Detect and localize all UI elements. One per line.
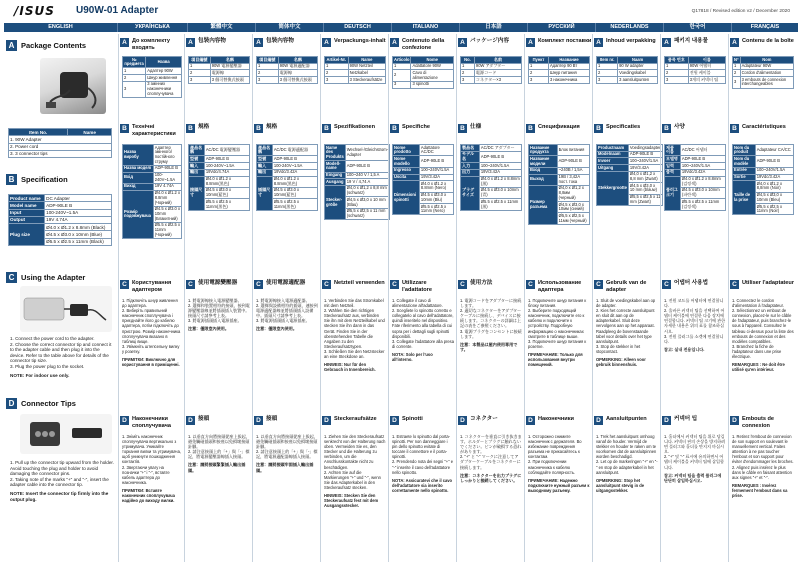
page-header [0,0,802,22]
tw-tip-steps: 1. 以垂直方向將接頭從座上拔起，避免觸碰插頭和接座以免損壞接頭針腳。 2. 請注意接頭上的「+」與「-」標記，將電源變壓器線插入接頭。 注意：請將接頭緊緊插入輸出插頭。 [188,434,250,473]
it-spec-table: Nome prodotto Adattatore AC/DC Nome modello ADP-90LE B Ingresso 100~240V/1.5A Uscita 19V/3.42A Dimensioni spinotti Ø4.0 x Ø1.2 x 8.8mm (Nero) Ø4.5 x Ø3.0 x 10mm (Blu) Ø5.5 x Ø2.5 x 11mm (Nero) [392,144,454,215]
lang-simplified-chinese: 简体中文 [256,23,324,32]
kr-section-a: A 패키지 내용물 [662,38,728,47]
en-section-d: D Connector Tips [6,398,76,409]
adapter-usage-image [20,286,112,332]
tw-section-c: C 使用電源變壓器 [186,280,252,289]
fr-section-b: B Caractéristiques [730,124,796,133]
ru-package-table: Пункт Название 1 Адаптер 90 Вт 2 Шнур питания 3 3 наконечника [528,56,590,84]
lang-german: DEUTSCH [324,23,392,32]
section-title: Package Contents [21,41,87,50]
nl-usage-steps: 1. Sluit de voedingskabel aan op de adapter. 2. Kies het correcte aansluitpunt en sluit dit aan op de adapterkabel. Sluit deze vervolgens aan op het apparaat. Raadpleeg de bovenstaande tabel voor details over het type aansluitpunt. 3. Stop de stekker in het stopcontact. OPMERKING: Alleen voor gebruik binnenshuis. [596,298,656,368]
ru-tip-steps: 1. Осторожно снимите наконечник с держателя. Во избежание повреждения разъема не прикасайтесь к контактам. 2. При подключении наконечника к кабелю соблюдайте полярность. ПРИМЕЧАНИЕ: Надежно подключите нужный разъем к выходному разъему. [528,434,590,493]
it-section-c: C Utilizzare l'adattatore [390,280,456,293]
lang-korean: 한국어 [664,23,732,32]
fr-package-table: N° Nom 1 Adaptateur 90W 2 Cordon d'alimentation 3 3 embouts de connexion interchangeables [732,56,794,89]
lang-english: ENGLISH [4,23,118,32]
it-usage-steps: 1. Collegate il cavo di alimentazione all'adattatore. 2. Scegliete lo spinotto corretto e collegatelo al cavo dell'adattatore, quindi inseritelo nel dispositivo. Fate riferimento alla tabella di cui sopra per i dettagli sugli spinotti disponibili. 3. Collegate l'adattatore alla presa di corrente. NOTA: Solo per l'uso all'interno. [392,298,454,363]
ru-spec-table: Название продукта Блок питания Название модели ADP-90LE B Вход ~240В / 1,5А Выход 19В / 3,42А пост. тока Размер разъема Ø4,0 x Ø1,2 x 8,8мм (черный) Ø4,5 x Ø3,0 x 10мм (синий) Ø5,5 x Ø2,5 x 11мм (черный) [528,144,590,225]
fr-spec-table: Nom du produit Adaptateur CA/CC Nom du modèle ADP-90LE B Entrée 100~240V/1.5A Sortie 19Vdc/3.42A Taille de la prise Ø4,0 x Ø1,2 x 8,8mm (Noir) Ø4,5 x Ø3,0 x 10mm (Bleu) Ø5,5 x Ø2,5 x 11mm (Noir) [732,144,794,215]
cn-usage-steps: 1. 將電源線接入電源適配器。 2. 選擇與設備相符的插頭，連接到電源適配器線並將插頭插入設備中。插頭尺寸請參考上表。 3. 將電源插頭插入電源插座。 注意：僅限室內使用。 [256,298,318,332]
cn-section-b: B 規格 [254,124,320,133]
it-package-table: Articolo Nome 1 Adattatore 90W 2 Cavo di alimentazione 3 3 spinotti [392,56,454,89]
ua-section-d: D Наконечники споплучувача [120,416,184,429]
nl-section-a: A Inhoud verpakking [594,38,660,47]
de-tip-steps: 1. Ziehen Sie den Steckeraufsatz senkrecht von der Halterung nach oben. Vermeiden Sie es, den Stecker und die Halterung zu verbinden, um die Anschlusskontakte nicht zu beschädigen. 2. Achten Sie auf die Markierungen "+" und "-", wenn Sie das Adapterkabel in den Steckeraufsatz stecken. HINWEIS: Stecken Sie den Steckeraufsatz fest mit dem Ausgangsstecker. [324,434,386,509]
ua-section-a: A До комплекту входять [120,38,184,51]
ua-section-c: C Користування адаптером [120,280,184,293]
jp-section-a: A パッケージ内容 [458,38,524,47]
cn-tip-steps: 1. 以垂直方向將接頭從座上拔起，避免觸碰插頭和接座以免損壞接頭針腳。 2. 請注意接頭上的「+」與「-」標記，將電源適配器線插入接頭。 注意：請將接頭牢固插入輸出插頭。 [256,434,318,473]
tw-spec-table: 產品名稱 AC/DC 電源變壓器 型號 ADP-90LE B 輸入 100-240V~1.5A 輸出 19Vdc/4.74A 接頭尺寸 Ø4.0 x Ø1.2 x 8.8mm(黑色) Ø4.5 x Ø3.0 x 10mm(藍色) Ø5.5 x Ø2.5 x 11mm(黑色) [188,144,250,211]
it-section-d: D Spinotti [390,416,456,425]
lang-ukrainian: УКРАЇНСЬКА [118,23,188,32]
en-section-b: B Specification [6,174,68,185]
lang-russian: РУССКИЙ [528,23,596,32]
kr-usage-steps: 1. 전원 코드를 어댑터에 연결합니다. 2. 올바른 커넥터 팁을 선택하여 어댑터 케이블에 연결한 다음 장치에 연결합니다. 커넥터 팁 크기에 관한 자세한 내용은 위의 표를 참조하십시오. 3. 전원 플러그를 소켓에 연결합니다. 참고: 실내 전용입니다. [664,298,726,352]
lang-french: FRANÇAIS [750,24,780,30]
fr-section-a: A Contenu de la boîte [730,38,796,47]
it-section-b: B Specifiche [390,124,456,133]
lang-dutch: NEDERLANDS [596,23,664,32]
fr-usage-steps: 1. Connectez le cordon d'alimentation à l'adaptateur. 2. Sélectionnez un embout de connexion, placez-le sur le câble de l'adaptateur, puis branchez-le sous à l'appareil. Consultez le tableau ci-dessus pour la liste des embouts de connexion et des modèles compatibles. 3. Branchez la fiche de l'adaptateur dans une prise électrique. REMARQUES : Ne doit être utilisé qu'en intérieur. [732,298,794,373]
de-usage-steps: 1. Verbinden Sie das Stromkabel mit dem Netzteil. 2. Wählen Sie den richtigen Steckeraufsatz aus, verbinden Sie ihn mit dem Netzteilkabel und stecken Sie ihn dann in das Gerät. Finden Sie in der obenstehenden Tabelle die Angaben zu den Steckeraufsatztypen. 3. Schließen Sie den Netzstecker an eine Steckdose an. HINWEIS: Nur für den Gebrauch in Innenbereich. [324,298,385,373]
cn-section-d: D 接頭 [254,416,320,425]
jp-package-table: No. 名前 1 90W アダプター 2 電源コード 3 コネクター×3 [460,56,522,84]
de-package-table: Artikel-Nr. Name 1 90W Netzteil 2 Netzkabel 3 3 Steckeraufsätze [324,56,386,84]
ru-section-d: D Наконечники [526,416,592,425]
ua-usage-steps: 1. Підключіть шнур живлення до адаптера. 2. Виберіть правильний наконечник споплучувача і приєднайте його до кабелю адаптера, потім підключіть до пристрою. Розмір наконечника споплучувача вказано в таблиці вище. 3. Увімкніть штепсельну вилку у розетку. ПРИМІТКИ: Виключно для користування в приміщенні. [122,298,181,368]
document-title: U90W-01 Adapter [76,5,159,16]
language-bar [4,23,798,32]
fr-section-d: D Embouts de connexion [730,416,796,429]
connector-tips-image [20,414,112,454]
kr-section-d: D 커넥터 팁 [662,416,728,425]
it-section-a: A Contenuto della confezione [390,38,456,51]
jp-tip-steps: 1. コネクターを垂直に引き抜きます。ホルダーとプラグに触れないでください。ピンが破損する恐れがあります。 2. "+" と "-" マークに注意してアダプターケーブルをコネクターに接続します。 注意：コネクターを出力プラグにしっかりと接続してください。 [460,434,522,483]
ua-spec-table: Назва виробу Адаптер змінного/постійного струму Назва моделі ADP-90LE B Вхід 100-240V~1.5A Вихід 19V 4.74A Розмір подовжувача Ø4.0 x Ø1.2 x 8.8mm (Чорний) Ø4.5 x Ø3.0 x 10mm (Блакитний) Ø5.5 x Ø2.5 x 11mm (Чорний) [124,144,180,237]
de-section-d: D Steckeraufsätze [322,416,388,425]
ru-section-c: C Использование адаптера [526,280,592,293]
kr-spec-table: 제품 이름 AC/DC 어댑터 모델명 ADP-90LE B 입력 100~240V/1.5A 출력 19Vdc/3.42A 플러그 크기 Ø4.0 x Ø1.2 x 8.8mm (검정색) Ø4.5 x Ø3.0 x 10mm (파란색) Ø5.5 x Ø2.5 x 11mm (검정색) [664,144,726,211]
de-section-a: A Verpackungs-inhalt [322,38,388,47]
tw-section-a: A 包裝內容物 [186,38,252,47]
cn-section-a: A 包裝內容物 [254,38,320,47]
adapter-package-image [40,58,106,114]
kr-section-b: B 사양 [662,124,728,133]
nl-tip-steps: 1. Trek het aansluitpunt omhoog vanaf de houder. Vermijd de stekker en houder te raken om te voorkomen dat de aansluitpinnen worden beschadigd. 2. Let op de markeringen "+" en "-" en stop de adapterkabel in het aansluitpunt. OPMERKING: Stop het aansluitpunt stevig in de uitgangsstekker. [596,434,658,493]
it-tip-steps: 1. Estraete lo spinotto dal porta-spinotti. Per non danneggiare i pin dello spinotto evitate di toccare il connettore e il porta-spinotti. 2. Prendendo nota dei segni "+" e "-" inserite il cavo dell'adattatore nello spinotto. NOTA: Assicuratevi che il cavo dell'adattatore sia inserito correttamente nello spinotto. [392,434,454,493]
en-section-a: A Package Contents [6,40,86,51]
en-usage-steps: 1. Connect the power cord to the adapter. 2. Choose the correct connector tip and connect it to the adapter cable and then plug it into the device. Refer to the table above for details of the connector tip size. 3. Plug the power plug to the socket. NOTE: For indoor use only. [10,336,112,378]
lang-traditional-chinese: 繁體中文 [188,23,256,32]
nl-section-b: B Specificaties [594,124,660,133]
jp-usage-steps: 1. 電源コードをアダプターに接続します。 2. 適切なコネクターをアダプターケーブルに接続し、デバイスに接続します。コネクターの詳細は上記の表をご参照ください。 3. 電源プラグをコンセントに接続します。 注意：本製品は屋内使用専用です。 [460,298,522,352]
jp-section-d: D コネクター [458,416,524,425]
asus-logo: /ISUS [14,4,55,18]
en-spec-table: Product name DC Adapter Model name ADP-90LE B Input 100-240V~1.5A Output 19V 4.74A Plug size Ø4.0 x Ø1.2 x 8.8mm (Black) Ø4.5 x Ø3.0 x 10mm (Blue) Ø5.5 x Ø2.5 x 11mm (Black) [8,194,112,246]
jp-section-b: B 仕様 [458,124,524,133]
nl-section-d: D Aansluitpunten [594,416,660,425]
jp-section-c: C 使用方法 [458,280,524,289]
en-tip-steps: 1. Pull up the connector tip upward from the holder. Avoid touching the plug and holder to avoid damaging the connector pins. 2. Taking note of the marks "+" and "-", insert the adapter cable into the connector tip. NOTE: Insert the connector tip firmly into the output plug. [10,460,114,502]
ru-usage-steps: 1. Подключите шнур питания к блоку питания. 2. Выберите подходящий наконечник, подключите его к кабелю и подключите к устройству. Подробную информацию о наконечниках смотрите в таблице выше. 3. Подключите шнур питания к розетке. ПРИМЕЧАНИЕ: Только для использования внутри помещений. [528,298,587,368]
en-section-c: C Using the Adapter [6,272,85,283]
cn-package-table: 項目編號 名稱 1 90W 電源適配器 2 電源線 3 3 個可替換式接頭 [256,56,318,84]
tw-package-table: 項目編號 名稱 1 90W 電源變壓器 2 電源線 3 3 個可替換式接頭 [188,56,250,84]
lang-japanese: 日本語 [460,23,528,32]
ua-tip-steps: 1. Зніміть наконечник споплучувача вертикально з утримувача. Уникайте торкання вилки та утримувача, щоб уникнути пошкодження контактів. 2. Звертаючи увагу на позначки "+" і "-", вставте кабель адаптера до наконечника. ПРИМІТКИ: Вставте наконечник споплучувача надійно до виходу вилки. [122,434,181,504]
ua-package-table: № предмета Назва 1 Адаптер 90W 2 Шнур живлення 3 3 змінних наконечники споплучувача [122,56,182,98]
ru-section-a: A Комплект поставки [526,38,592,47]
de-section-b: B Spezifikationen [322,124,388,133]
tw-section-b: B 規格 [186,124,252,133]
nl-section-c: C Gebruik van de adapter [594,280,660,293]
kr-package-table: 품목 번호 이름 1 90W 어댑터 2 전원 케이블 3 3개의 커넥터 팁 [664,56,726,84]
tw-usage-steps: 1. 將電源線接入電源變壓器。 2. 選擇和裝置相符的接頭，接到電源變壓器線並將插頭插入裝置中。接頭尺寸請參考上表。 3. 將電源插頭插入電源插座。 注意：僅限室內使用。 [188,298,250,332]
en-package-table: Item No. Name 1. 90W Adapter 2. Power cord 3. 3 connector tips [8,128,112,158]
jp-spec-table: 製品名 AC/DC アダプター モデル名 ADP-90LE B 入力 100~240V/1.5A 出力 19V/3.42A プラグサイズ Ø4.0 x Ø1.2 x 8.8mm (黒) Ø4.5 x Ø3.0 x 10mm (青) Ø5.5 x Ø2.5 x 11mm (黒) [462,144,520,209]
cn-spec-table: 產品名稱 AC/DC 電源適配器 型號 ADP-90LE B 輸入 100-240V~1.5A 輸出 19Vdc/3.42A 插頭尺寸 Ø4.0 x Ø1.2 x 8.8mm(黑色) Ø4.5 x Ø3.0 x 10mm(藍色) Ø5.5 x Ø2.5 x 11mm(黑色) [256,144,318,211]
de-spec-table: Name des Produkts Wechsel-/Gleichstrom-Adapter Modell-name ADP-90LE B Eingang 100~240 V / 1,5 A Ausgang 19 V / 4,74 A Stecker-größe Ø4,0 x Ø1,2 x 8,8 mm (schwarz) Ø4,5 x Ø3,0 x 10 mm (Blau) Ø5,5 x Ø2,5 x 11 mm (schwarz) [326,144,389,218]
fr-section-c: C Utiliser l'adaptateur [730,280,796,289]
de-section-c: C Netzteil verwenden [322,280,388,289]
kr-tip-steps: 1. 홀더에서 커넥터 팁을 위로 당깁니다. 커넥터 핀의 손상을 방지하려면 플러그와 홀더를 만지지 마십시오. 2. "+" 및 "-" 표시에 유의하면서 어댑터 케이블을 커넥터 팁에 삽입합니다. 참고: 커넥터 팁을 출력 플러그에 단단히 삽입하십시오. [664,434,726,483]
document-reference: Q17818 / Revised edition v2 / December 2020 [691,9,790,14]
fr-tip-steps: 1. Retirez l'embout de connexion de son support en soulevant le manuellement vertical. Faites attention à ne pas toucher l'embout et son support pour éviter d'endommager les broches. 2. Alignez puis insérez le plus dans le câble en faisant attention aux signes "+" et "-". REMARQUES : Insérez fermement l'embout dans sa prise. [732,434,794,499]
lang-italian: ITALIANO [392,23,460,32]
ua-section-b: B Технічні характеристики [120,124,184,137]
nl-package-table: Item nr. Naam 1 90 W adapter 2 Voedingskabel 3 3 aansluitpunten [596,56,658,84]
cn-section-c: C 使用電源適配器 [254,280,320,289]
tw-section-d: D 接頭 [186,416,252,425]
nl-spec-table: Productnaam Voedingsadapter Modelnaam ADP-90LE B Invoer 100~240V/1.5A Uitgang 19V/3.42A Stekkergrootte Ø4,0 x Ø1,2 x 8,8 mm (Zwart) Ø4,5 x Ø3,0 x 10 mm (blauw) Ø5,5 x Ø2,5 x 11 mm (Zwart) [598,144,661,204]
kr-section-c: C 어댑터 사용법 [662,280,728,289]
ru-section-b: B Спецификация [526,124,592,133]
